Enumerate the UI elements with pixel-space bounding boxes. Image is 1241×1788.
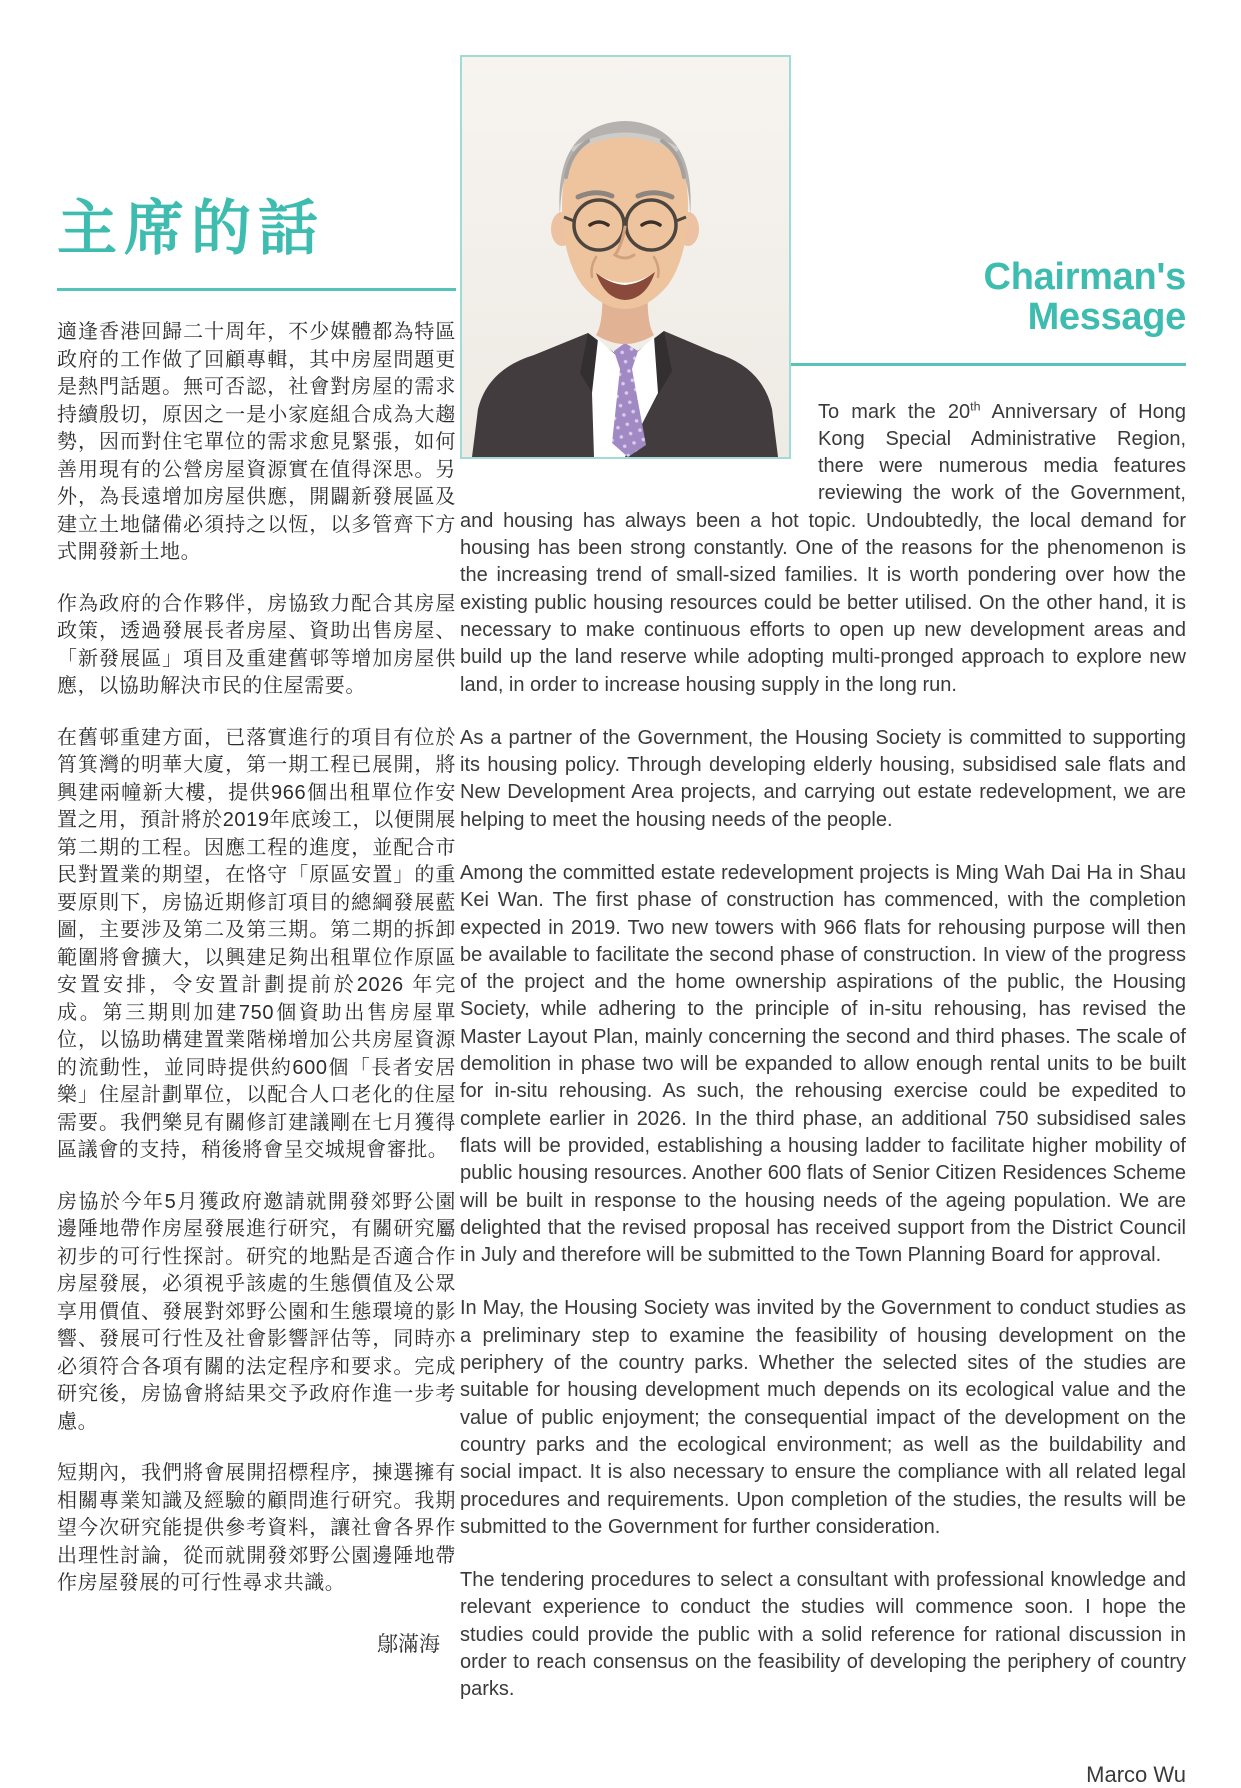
left-divider-rule [57, 288, 456, 291]
english-column [460, 55, 1186, 1788]
chinese-paragraph: 房協於今年5月獲政府邀請就開發郊野公園邊陲地帶作房屋發展進行研究，有關研究屬初步的可行性探討。研究的地點是否適合作房屋發展，必須視乎該處的生態價值及公眾享用價值、發展對郊野公園和生態環境的影響、發展可行性及社會影響評估等，同時亦必須符合各項有關的法定程序和要求。完成研究後，房協會將結果交予政府作進一步考慮。 [57, 1190, 456, 1433]
english-paragraph: Among the committed estate redevelopment projects is Ming Wah Dai Ha in Shau Kei Wan. The first phase of construction has commenced, with the completion expected in 2019. Two new towers with 966 flats for rehousing purpose will then be available to facilitate the second phase of construction. In view of the progress of the project and the home ownership aspirations of the public, the Housing Society, while adhering to the principle of in-situ rehousing, has revised the Master Layout Plan, mainly concerning the second and third phases. The scale of demolition in phase two will be expanded to allow enough rental units to be built for in-situ rehousing. As such, the rehousing exercise could be expedited to complete earlier in 2026. In the third phase, an additional 750 subsidised sales flats will be provided, establishing a housing ladder to facilitate higher mobility of public housing resources. Another 600 flats of Senior Citizen Residences Scheme will be built in response to the housing needs of the ageing population. We are delighted that the revised proposal has received support from the District Council in July and therefore will be submitted to the Town Planning Board for approval. [460, 861, 1186, 1267]
english-paragraph: In May, the Housing Society was invited by the Government to conduct studies as a preliminary step to examine the feasibility of housing development on the periphery of the country parks. Whether the selected sites of the studies are suitable for housing development much depends on its ecological value and the value of public enjoyment; the consequential impact of the development on the country parks and the ecological environment; as well as the buildability and social impact. It is also necessary to ensure the compliance with all related legal procedures and requirements. Upon completion of the studies, the results will be submitted to the Government for further consideration. [460, 1297, 1186, 1538]
signature-chinese: 鄔滿海 [377, 1632, 440, 1656]
chinese-paragraph: 作為政府的合作夥伴，房協致力配合其房屋政策，透過發展長者房屋、資助出售房屋、「新發展區」項目及重建舊邨等增加房屋供應，以協助解決市民的住屋需要。 [57, 592, 456, 697]
chinese-paragraph: 在舊邨重建方面，已落實進行的項目有位於筲箕灣的明華大廈，第一期工程已展開，將興建兩幢新大樓，提供966個出租單位作安置之用，預計將於2019年底竣工，以便開展第二期的工程。因應工程的進度，並配合市民對置業的期望，在恪守「原區安置」的重要原則下，房協近期修訂項目的總綱發展藍圖，主要涉及第二及第三期。第二期的拆卸範圍將會擴大，以興建足夠出租單位作原區安置安排，令安置計劃提前於2026 年完成。第三期則加建750個資助出售房屋單位，以協助構建置業階梯增加公共房屋資源的流動性，並同時提供約600個「長者安居樂」住屋計劃單位，以配合人口老化的住屋需要。我們樂見有關修訂建議剛在七月獲得區議會的支持，稍後將會呈交城規會審批。 [57, 726, 456, 1161]
p1-ordinal-sup: th [970, 398, 981, 413]
page-title-chinese: 主席的話 [57, 195, 325, 262]
chinese-paragraph: 短期內，我們將會展開招標程序，揀選擁有相關專業知識及經驗的顧問進行研究。我期望今次研究能提供參考資料，讓社會各界作出理性討論，從而就開發郊野公園邊陲地帶作房屋發展的可行性尋求共識。 [57, 1462, 456, 1594]
p1-prefix: To mark the 20 [818, 400, 971, 423]
chairman-portrait [462, 57, 789, 457]
chinese-column [57, 0, 456, 1658]
p1-suffix: Anniversary of Hong Kong Special Administrative Region, there were numerous media features reviewing the work of the Government, and housing has always been a hot topic. Undoubtedly, the local demand for housing has been strong constantly. One of the reasons for the phenomenon is the increasing trend of small-sized families. It is worth pondering over how the existing public housing resources could be better utilised. On the other hand, it is necessary to make continuous efforts to open up new development areas and build up the land reserve while adopting multi-pronged approach to explore new land, in order to increase housing supply in the long run. [460, 400, 1186, 696]
english-paragraph: As a partner of the Government, the Housing Society is committed to supporting its housing policy. Through developing elderly housing, subsidised sale flats and New Development Area projects, and carrying out estate redevelopment, we are helping to meet the housing needs of the people. [460, 726, 1186, 831]
signature-english: Marco Wu [1086, 1761, 1186, 1787]
english-paragraph: The tendering procedures to select a consultant with professional knowledge and relevant experience to conduct the studies will commence soon. I hope the studies could provide the public with a solid reference for rational discussion in order to reach consensus on the feasibility of developing the periphery of country parks. [460, 1569, 1186, 1701]
page-title-english: Chairman's Message [460, 87, 1186, 366]
chinese-paragraph: 適逢香港回歸二十周年，不少媒體都為特區政府的工作做了回顧專輯，其中房屋問題更是熱門話題。無可否認，社會對房屋的需求持續殷切，原因之一是小家庭組合成為大趨勢，因而對住宅單位的需求愈見緊張，如何善用現有的公營房屋資源實在值得深思。另外，為長遠增加房屋供應，開闢新發展區及建立土地儲備必須持之以恆，以多管齊下方式開發新土地。 [57, 321, 456, 563]
chairman-photo [460, 55, 791, 459]
